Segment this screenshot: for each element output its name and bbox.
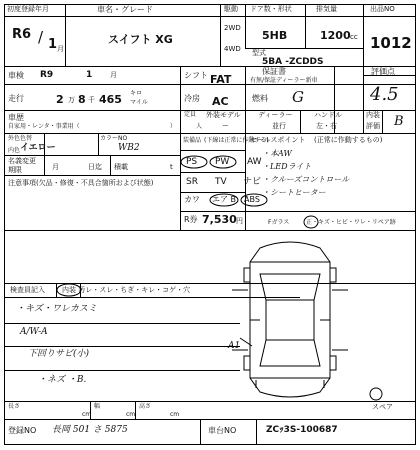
interior-value: B xyxy=(394,114,404,129)
color-value: イエロー xyxy=(20,143,56,153)
mileage-label: 走行 xyxy=(8,94,24,103)
usage-label: 車歴 xyxy=(8,113,24,122)
model-value: 5BA -ZCDDS xyxy=(262,57,324,67)
ac-label: 冷房 xyxy=(184,94,200,103)
warranty-label: 保証書 xyxy=(262,67,286,76)
score-label: 評価点 xyxy=(371,67,395,76)
chassis-value: ZCｯ3S-100687 xyxy=(266,425,338,435)
name-change-day: 日迄 xyxy=(88,163,102,171)
load-label: 積載 xyxy=(114,163,128,171)
interior-sub: 評価 xyxy=(366,122,380,130)
height-label: 高さ xyxy=(139,403,152,410)
inspector-label: 検査員記入 xyxy=(10,286,45,294)
fuel-label: 燃料 xyxy=(252,94,268,103)
drive-4wd: 4WD xyxy=(224,45,241,53)
inspector-options: 内装 汚レ・スレ・ちぎ・キレ・コゲ・穴 xyxy=(62,286,191,294)
handle-value: 左・右 xyxy=(316,122,337,130)
mileage-d3: 465 xyxy=(99,93,122,106)
shaken-year: R9 xyxy=(40,70,54,80)
sales-point-item: ・シートヒーター xyxy=(262,188,326,197)
capacity-unit: 人 xyxy=(196,123,203,130)
mileage-unit-km: キロ xyxy=(130,90,143,97)
score-value: 4.5 xyxy=(370,84,399,105)
shaken-label: 車検 xyxy=(8,71,24,80)
equip-abs: ABS xyxy=(244,195,260,204)
equip-aw: AW xyxy=(247,157,262,167)
sales-points-label: セールスポイント xyxy=(250,136,306,144)
handle-label: ハンドル xyxy=(314,111,342,119)
capacity-label: 定員 xyxy=(184,111,197,118)
warranty-sub: 有無/保証ディーラー新車 xyxy=(250,77,318,84)
recycle-label: R券 xyxy=(184,215,198,224)
sales-point-item: ・クルーズコントロール xyxy=(262,175,350,184)
name-change-deadline: 期限 xyxy=(8,166,22,174)
width-unit: cm xyxy=(126,411,136,418)
first-reg-year: R6 xyxy=(12,27,32,42)
drive-2wd: 2WD xyxy=(224,24,241,32)
length-label: 長さ xyxy=(8,403,21,410)
fuel-value: G xyxy=(292,88,304,106)
interior-label: 内装 xyxy=(366,111,380,119)
inspector-note: ・キズ・ワレカスミ xyxy=(16,304,97,314)
shaken-month-unit: 月 xyxy=(110,71,117,79)
equipment-label: 装備品 xyxy=(183,137,202,144)
name-change-label: 名義変更 xyxy=(8,157,36,165)
first-reg-label: 初度登録年月 xyxy=(7,5,49,13)
recycle-unit: 円 xyxy=(236,217,243,225)
diagram-mark: A1 xyxy=(228,341,241,351)
car-name-label: 車名・グレード xyxy=(97,5,153,14)
displacement-label: 排気量 xyxy=(316,5,337,13)
dealer-label: ディーラー xyxy=(258,111,293,119)
chassis-label: 車台NO xyxy=(208,426,237,435)
mileage-unit-mile: マイル xyxy=(130,99,148,106)
door-value: 5HB xyxy=(262,29,288,42)
usage-options: 自家用・レンタ・事業用（ xyxy=(8,123,80,130)
equip-kawa: カワ xyxy=(184,195,200,204)
sales-points-sub: (正常に作動するもの) xyxy=(314,136,383,144)
notes-label: 注意事項(欠品・修復・不具合箇所および状態) xyxy=(8,179,154,187)
drive-label: 駆動 xyxy=(224,5,238,13)
mileage-d2: 8 xyxy=(78,93,86,106)
height-unit: cm xyxy=(170,411,180,418)
car-name-value: スイフト XG xyxy=(108,33,173,46)
listing-no-label: 出品NO xyxy=(370,5,395,13)
mileage-unit-man: 万 xyxy=(68,96,75,104)
color-no-value: WB2 xyxy=(118,143,140,153)
ext-model-label: 外装モデル xyxy=(206,111,241,119)
equipment-sub: (下線は正常に作動する) xyxy=(204,137,269,144)
color-no-label: カラーNO xyxy=(100,135,128,142)
shift-label: シフト xyxy=(184,71,208,80)
mileage-unit-sen: 千 xyxy=(88,96,95,104)
sales-point-item: ・LEDライト xyxy=(262,162,312,171)
equip-pw: PW xyxy=(215,157,230,167)
glass-label: Fガラス xyxy=(268,219,290,226)
vehicle-diagram xyxy=(232,242,348,397)
inspector-note: ・ネズ ・B. xyxy=(38,375,87,385)
equip-sr: SR xyxy=(186,177,198,187)
listing-no-value: 1012 xyxy=(370,34,412,52)
glass-options: 正・キズ・ヒビ・ワレ・リペア跡 xyxy=(306,219,396,226)
equip-airbag: エア B xyxy=(212,195,237,204)
equip-navi: ナビ xyxy=(243,177,262,187)
month-unit: 月 xyxy=(57,45,64,53)
mileage-d1: 2 xyxy=(56,93,64,106)
width-label: 幅 xyxy=(94,403,101,410)
spare-label: スペア xyxy=(372,403,393,411)
name-change-month: 月 xyxy=(52,163,59,171)
ext-model-value: ー xyxy=(222,122,229,130)
reg-label: 登録NO xyxy=(8,426,37,435)
ext-color-label: 外色 xyxy=(8,135,21,142)
equip-ps: PS xyxy=(186,157,198,167)
sales-point-item: ・本AW xyxy=(262,149,292,158)
equip-tv: TV xyxy=(215,177,227,187)
ac-value: AC xyxy=(212,95,229,108)
int-color-label: 内色 xyxy=(8,147,21,154)
model-label: 型式 xyxy=(252,49,266,57)
length-unit: cm xyxy=(82,411,92,418)
usage-close: ） xyxy=(170,123,177,130)
year-slash: / xyxy=(38,28,44,46)
displacement-unit: cc xyxy=(350,33,358,41)
inspector-note: 下回りサビ(小) xyxy=(28,349,90,359)
recycle-value: 7,530 xyxy=(202,213,237,226)
first-reg-month: 1 xyxy=(48,37,58,52)
inspector-note: A/W-A xyxy=(20,327,48,337)
displacement-value: 1200 xyxy=(320,29,351,42)
shaken-month: 1 xyxy=(86,70,93,80)
color-change-label: 色替 xyxy=(20,135,33,142)
shift-value: FAT xyxy=(210,73,232,86)
door-label: ドア数・形状 xyxy=(250,5,292,13)
load-unit: t xyxy=(170,163,173,171)
dealer-sub: 並行 xyxy=(272,122,286,130)
reg-value: 長岡 501 さ 5875 xyxy=(52,425,128,435)
